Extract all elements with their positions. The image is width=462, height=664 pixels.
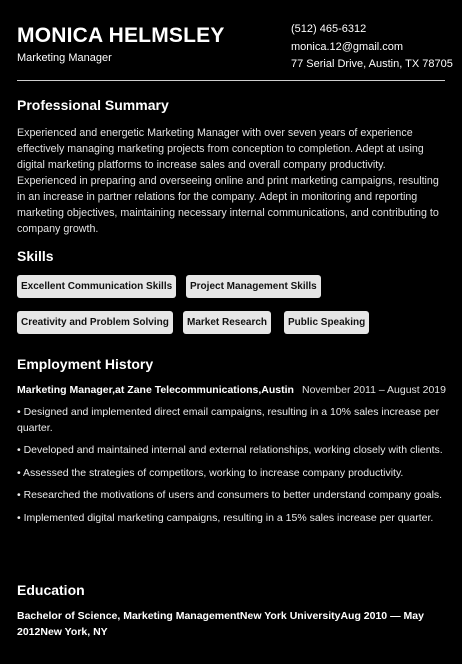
skill-chip: Market Research	[183, 311, 271, 334]
contact-email: monica.12@gmail.com	[291, 40, 404, 53]
list-item: • Developed and maintained internal and external relationships, working closely with clients.	[17, 444, 443, 456]
skill-chip: Creativity and Problem Solving	[17, 311, 173, 334]
summary-heading: Professional Summary	[17, 97, 169, 113]
contact-phone: (512) 465-6312	[291, 23, 367, 35]
job-title: Marketing Manager,at Zane Telecommunications,Austin	[17, 384, 294, 396]
skill-chip: Public Speaking	[284, 311, 369, 334]
resume-header	[17, 0, 453, 81]
skills-heading: Skills	[17, 248, 54, 264]
list-item: • Assessed the strategies of competitors, working to increase company productivity.	[17, 466, 404, 479]
candidate-name: MONICA HELMSLEY	[17, 24, 225, 47]
list-item: • Researched the motivations of users and consumers to better understand company goals.	[17, 489, 443, 501]
employment-heading: Employment History	[17, 356, 154, 372]
contact-address: 77 Serial Drive, Austin, TX 78705	[291, 58, 453, 70]
summary-text: Experienced and energetic Marketing Manager with over seven years of experience effectively managing marketing projects from conception to completion. Adept at using digital marketing platforms to increase sales and overall company productivity. Experienced in preparing and overseeing online and print marketing campaigns, resulting in an increase in partner relations for the company. Adept in monitoring and reporting marketing objectives, maintaining necessary internal communications, and contributing to company growth.	[17, 127, 439, 235]
education-heading: Education	[17, 582, 85, 598]
education-entry: Bachelor of Science, Marketing ManagementNew York UniversityAug 2010 — May 2012New York, NY	[17, 610, 424, 638]
job-bullets	[17, 405, 449, 533]
job-dates: November 2011 – August 2019	[302, 384, 446, 396]
list-item: • Designed and implemented direct email campaigns, resulting in a 10% sales increase per quarter.	[17, 406, 440, 434]
skill-chip: Project Management Skills	[186, 275, 321, 298]
candidate-role: Marketing Manager	[17, 52, 112, 64]
list-item: • Implemented digital marketing campaigns, resulting in a 15% sales increase per quarter.	[17, 511, 434, 524]
contact-info	[291, 21, 453, 74]
skill-chip: Excellent Communication Skills	[17, 275, 176, 298]
